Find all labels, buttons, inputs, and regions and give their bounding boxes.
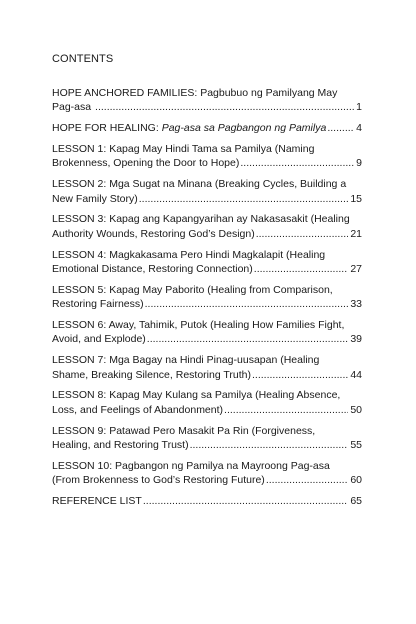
toc-entry[interactable] xyxy=(52,86,362,115)
toc-entry[interactable] xyxy=(52,283,362,312)
toc-entry[interactable] xyxy=(52,177,362,206)
toc-page-number: 9 xyxy=(356,157,362,170)
toc-entry[interactable] xyxy=(52,424,362,453)
toc-entry-last-line xyxy=(52,473,362,487)
toc-entry-title-line: LESSON 2: Mga Sugat na Minana (Breaking Cycles, Building a xyxy=(52,178,347,191)
toc-entry-last-line xyxy=(52,100,362,114)
toc-entry-title-line: LESSON 9: Patawad Pero Masakit Pa Rin (Forgiveness, xyxy=(52,424,316,437)
dot-leader xyxy=(190,438,349,452)
toc-entry-last-line xyxy=(52,438,362,452)
toc-page-number: 50 xyxy=(350,403,362,416)
dot-leader xyxy=(95,100,354,114)
toc-entry-title-text: Shame, Breaking Silence, Restoring Truth) xyxy=(52,368,252,381)
toc-entry-last-line xyxy=(52,297,362,311)
dot-leader xyxy=(143,494,348,508)
toc-entry-last-line xyxy=(52,121,362,135)
toc-page-number: 55 xyxy=(350,439,362,452)
toc-entry[interactable] xyxy=(52,121,362,135)
dot-leader xyxy=(147,332,349,346)
dot-leader xyxy=(252,368,348,382)
toc-entry-title-line: LESSON 4: Magkakasama Pero Hindi Magkalapit (Healing xyxy=(52,248,326,261)
toc-entry[interactable] xyxy=(52,248,362,277)
toc-entry-title-text: Emotional Distance, Restoring Connection) xyxy=(52,263,253,276)
toc-entry[interactable] xyxy=(52,388,362,417)
toc-entry-title-text: Brokenness, Opening the Door to Hope) xyxy=(52,157,240,170)
toc-page-number: 1 xyxy=(356,101,362,114)
dot-leader xyxy=(254,262,349,276)
toc-page-number: 33 xyxy=(350,298,362,311)
toc-entry-last-line xyxy=(52,368,362,382)
toc-entry-title-text: Authority Wounds, Restoring God’s Design) xyxy=(52,227,255,240)
toc-entry-title-text: Loss, and Feelings of Abandonment) xyxy=(52,403,224,416)
toc-entry-title-text: Avoid, and Explode) xyxy=(52,333,146,346)
toc-entry-last-line xyxy=(52,332,362,346)
toc-entry-title-line: LESSON 6: Away, Tahimik, Putok (Healing How Families Fight, xyxy=(52,319,345,332)
toc-entry-last-line xyxy=(52,494,362,508)
page-title: CONTENTS xyxy=(52,53,114,65)
dot-leader xyxy=(224,403,348,417)
toc-page-number: 60 xyxy=(350,474,362,487)
toc-entry-last-line xyxy=(52,192,362,206)
dot-leader xyxy=(145,297,349,311)
toc-entry-title-text: REFERENCE LIST xyxy=(52,495,142,508)
toc-entry-title-line: LESSON 8: Kapag May Kulang sa Pamilya (Healing Absence, xyxy=(52,389,341,402)
toc-entry-last-line xyxy=(52,403,362,417)
toc-entry-title-text: (From Brokenness to God’s Restoring Future) xyxy=(52,474,265,487)
dot-leader xyxy=(327,121,354,135)
toc-entry[interactable] xyxy=(52,494,362,508)
toc-entry-last-line xyxy=(52,227,362,241)
toc-entry-title-line: LESSON 5: Kapag May Paborito (Healing from Comparison, xyxy=(52,283,333,296)
toc-page-number: 21 xyxy=(350,227,362,240)
toc-page-number: 15 xyxy=(350,192,362,205)
toc-entry[interactable] xyxy=(52,212,362,241)
toc-entry-title-line: LESSON 3: Kapag ang Kapangyarihan ay Nakasasakit (Healing xyxy=(52,213,350,226)
dot-leader xyxy=(240,156,354,170)
toc-entry-title-line: LESSON 1: Kapag May Hindi Tama sa Pamilya (Naming xyxy=(52,143,315,155)
toc-entry[interactable] xyxy=(52,459,362,488)
dot-leader xyxy=(139,192,349,206)
toc-page-number: 4 xyxy=(356,122,362,135)
toc-entry-title-text: HOPE FOR HEALING: Pag-asa sa Pagbangon ng Pamilya xyxy=(52,122,327,135)
toc-entry[interactable] xyxy=(52,353,362,382)
toc-entry-title-text: Restoring Fairness) xyxy=(52,298,144,311)
toc-entry[interactable] xyxy=(52,142,362,171)
toc-entry-title-line: LESSON 7: Mga Bagay na Hindi Pinag-uusapan (Healing xyxy=(52,354,320,367)
toc-entry-title-text: Pag-asa xyxy=(52,101,95,114)
toc-page-number: 27 xyxy=(350,263,362,276)
toc-entry-last-line xyxy=(52,262,362,276)
toc-entry-italic-subtitle: Pag-asa sa Pagbangon ng Pamilya xyxy=(161,122,327,135)
toc-entry-title-line: HOPE ANCHORED FAMILIES: Pagbubuo ng Pamilyang May xyxy=(52,87,338,99)
toc-entry-title-line: LESSON 10: Pagbangon ng Pamilya na Mayroong Pag-asa xyxy=(52,459,330,472)
toc-page-number: 39 xyxy=(350,333,362,346)
toc-page-number: 44 xyxy=(350,368,362,381)
toc-entry-title-text: Healing, and Restoring Trust) xyxy=(52,439,189,452)
dot-leader xyxy=(266,473,349,487)
toc-entry-last-line xyxy=(52,156,362,170)
toc-page-number: 65 xyxy=(350,495,362,508)
dot-leader xyxy=(256,227,349,241)
table-of-contents xyxy=(52,86,362,515)
toc-entry[interactable] xyxy=(52,318,362,347)
toc-entry-title-text: New Family Story) xyxy=(52,192,138,205)
